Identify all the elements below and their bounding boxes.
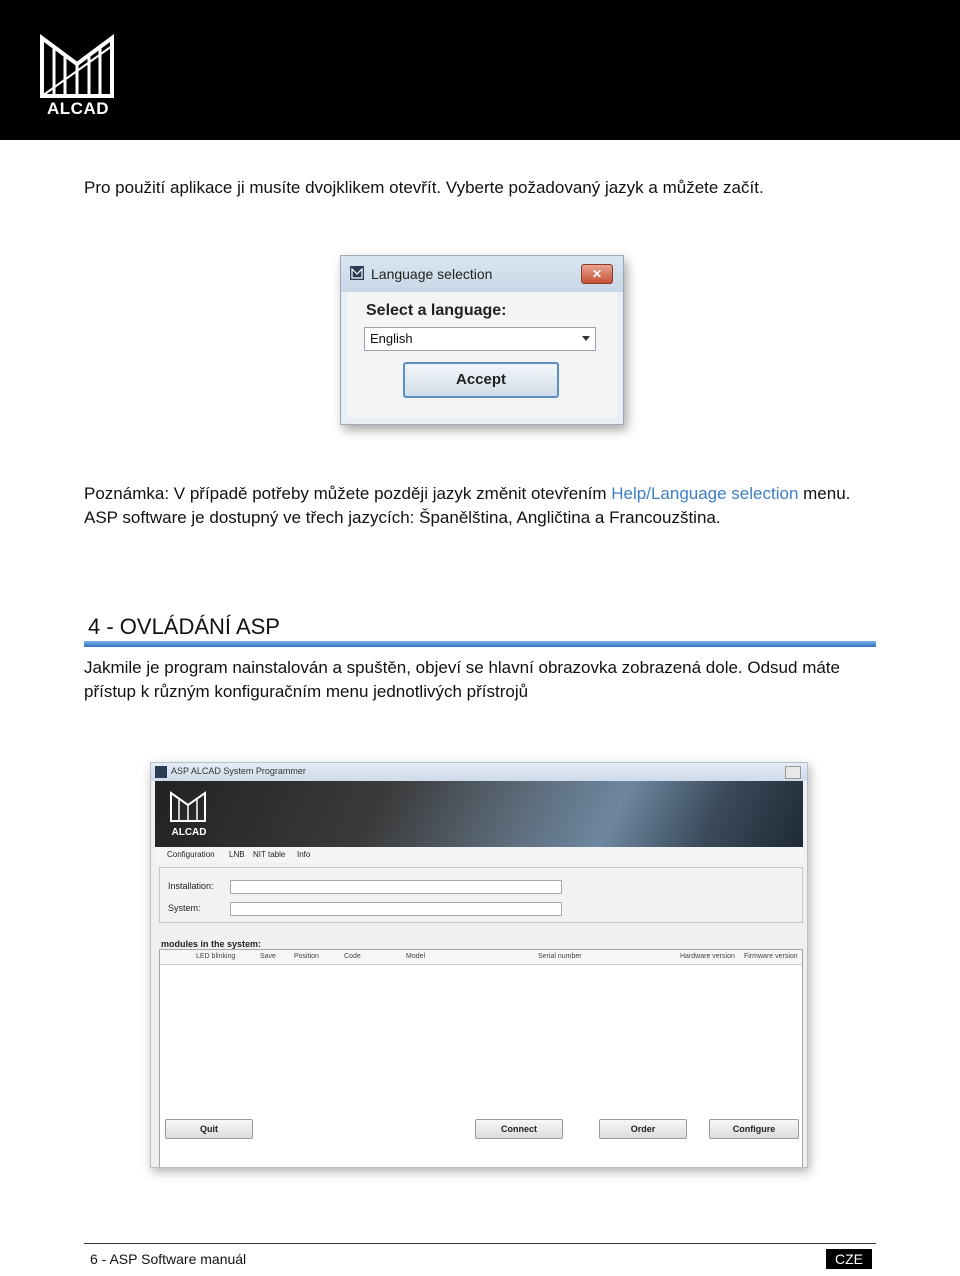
app-icon [155,766,167,778]
dialog-body [347,292,617,418]
column-header: Position [294,953,319,960]
column-header: Firmware version [744,953,798,960]
note-suffix: menu. ASP software je dostupný ve třech jazycích: Španělština, Angličtina a Francouzština. [84,484,851,527]
intro-text: Pro použití aplikace ji musíte dvojklikem otevřít. Vyberte požadovaný jazyk a můžete začít. [84,178,764,197]
menu-nit-table[interactable]: NIT table [253,850,286,859]
menu-configuration[interactable]: Configuration [167,850,215,859]
accept-button[interactable]: Accept [403,362,559,398]
modules-table-header [160,950,802,965]
column-header: Model [406,953,426,960]
page-label: 6 - ASP Software manuál [90,1251,247,1267]
chevron-down-icon [582,336,590,341]
menu-lnb[interactable]: LNB [229,850,245,859]
help-language-link: Help/Language selection [611,484,799,503]
order-button[interactable]: Order [599,1119,687,1139]
language-dropdown[interactable] [364,327,596,351]
close-button[interactable]: ✕ [581,264,613,284]
connect-button[interactable]: Connect [475,1119,563,1139]
column-header: Serial number [538,953,582,960]
column-header: Hardware version [680,953,735,960]
asp-menu-bar [155,847,803,863]
window-control-button[interactable] [785,766,801,779]
selected-language: English [370,331,413,346]
asp-banner [155,781,803,847]
app-icon [349,265,365,281]
language-prompt: Select a language: [366,302,507,319]
column-header: Save [260,953,276,960]
note-text [84,482,874,530]
note-prefix: Poznámka: V případě potřeby můžete později jazyk změnit otevřením [84,484,612,503]
asp-window-title: ASP ALCAD System Programmer [171,766,306,776]
installation-input[interactable] [230,880,562,894]
column-header: LED blinking [196,953,236,960]
section-title: 4 - OVLÁDÁNÍ ASP [88,614,280,639]
system-label: System: [168,903,201,913]
language-selection-dialog [340,255,624,425]
column-header: Code [344,953,361,960]
asp-titlebar [151,763,807,781]
modules-label: modules in the system: [161,939,262,949]
language-badge: CZE [826,1249,872,1269]
quit-button[interactable]: Quit [165,1119,253,1139]
installation-label: Installation: [168,881,214,891]
logo-text: ALCAD [47,99,109,118]
alcad-logo-icon [169,791,207,829]
dialog-title: Language selection [371,266,493,282]
installation-form [159,867,803,923]
header-band [0,0,960,140]
menu-info[interactable]: Info [297,850,311,859]
configure-button[interactable]: Configure [709,1119,799,1139]
system-input[interactable] [230,902,562,916]
dialog-titlebar [341,256,623,292]
footer-divider [84,1243,876,1244]
section-body: Jakmile je program nainstalován a spuštěn, objeví se hlavní obrazovka zobrazená dole. Odsud máte přístup k různým konfiguračním menu jednotlivých přístrojů [84,658,840,701]
asp-main-window [150,762,808,1168]
section-divider [84,641,876,647]
banner-logo-text: ALCAD [171,827,207,838]
